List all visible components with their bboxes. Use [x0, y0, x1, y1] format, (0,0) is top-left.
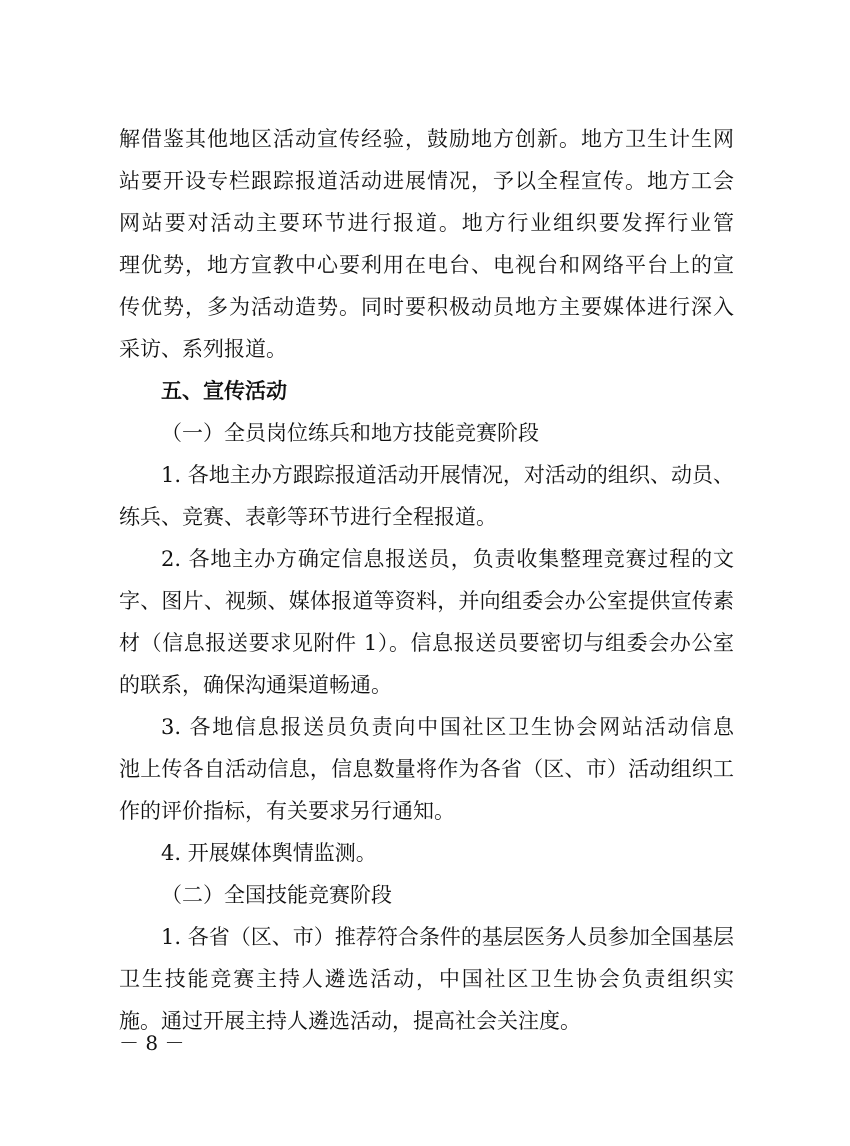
- text-line: 材（信息报送要求见附件 1）。信息报送员要密切与组委会办公室: [119, 631, 734, 655]
- text-line: 1. 各地主办方跟踪报道活动开展情况，对活动的组织、动员、: [161, 463, 734, 487]
- text-line: 3. 各地信息报送员负责向中国社区卫生协会网站活动信息: [161, 715, 734, 739]
- text-line: 理优势，地方宣教中心要利用在电台、电视台和网络平台上的宣: [119, 253, 734, 277]
- page-number: － 8 －: [119, 1031, 185, 1055]
- text-line: 卫生技能竞赛主持人遴选活动，中国社区卫生协会负责组织实: [119, 967, 734, 991]
- text-line: 站要开设专栏跟踪报道活动进展情况，予以全程宣传。地方工会: [119, 169, 734, 193]
- text-line: 传优势，多为活动造势。同时要积极动员地方主要媒体进行深入: [119, 295, 734, 319]
- text-line: 4. 开展媒体舆情监测。: [161, 841, 377, 865]
- document-body: [119, 118, 734, 1042]
- subsection-heading: （一）全员岗位练兵和地方技能竞赛阶段: [161, 421, 539, 445]
- text-line: 采访、系列报道。: [119, 337, 287, 361]
- text-line: 解借鉴其他地区活动宣传经验，鼓励地方创新。地方卫生计生网: [119, 127, 734, 151]
- subsection-heading: （二）全国技能竞赛阶段: [161, 883, 392, 907]
- text-line: 网站要对活动主要环节进行报道。地方行业组织要发挥行业管: [119, 211, 734, 235]
- text-line: 练兵、竞赛、表彰等环节进行全程报道。: [119, 505, 497, 529]
- text-line: 2. 各地主办方确定信息报送员，负责收集整理竞赛过程的文: [161, 547, 734, 571]
- text-line: 池上传各自活动信息，信息数量将作为各省（区、市）活动组织工: [119, 757, 734, 781]
- text-line: 1. 各省（区、市）推荐符合条件的基层医务人员参加全国基层: [161, 925, 734, 949]
- text-line: 作的评价指标，有关要求另行通知。: [119, 799, 455, 823]
- text-line: 字、图片、视频、媒体报道等资料，并向组委会办公室提供宣传素: [119, 589, 734, 613]
- section-heading: 五、宣传活动: [161, 379, 287, 403]
- text-line: 的联系，确保沟通渠道畅通。: [119, 673, 392, 697]
- text-line: 施。通过开展主持人遴选活动，提高社会关注度。: [119, 1009, 581, 1033]
